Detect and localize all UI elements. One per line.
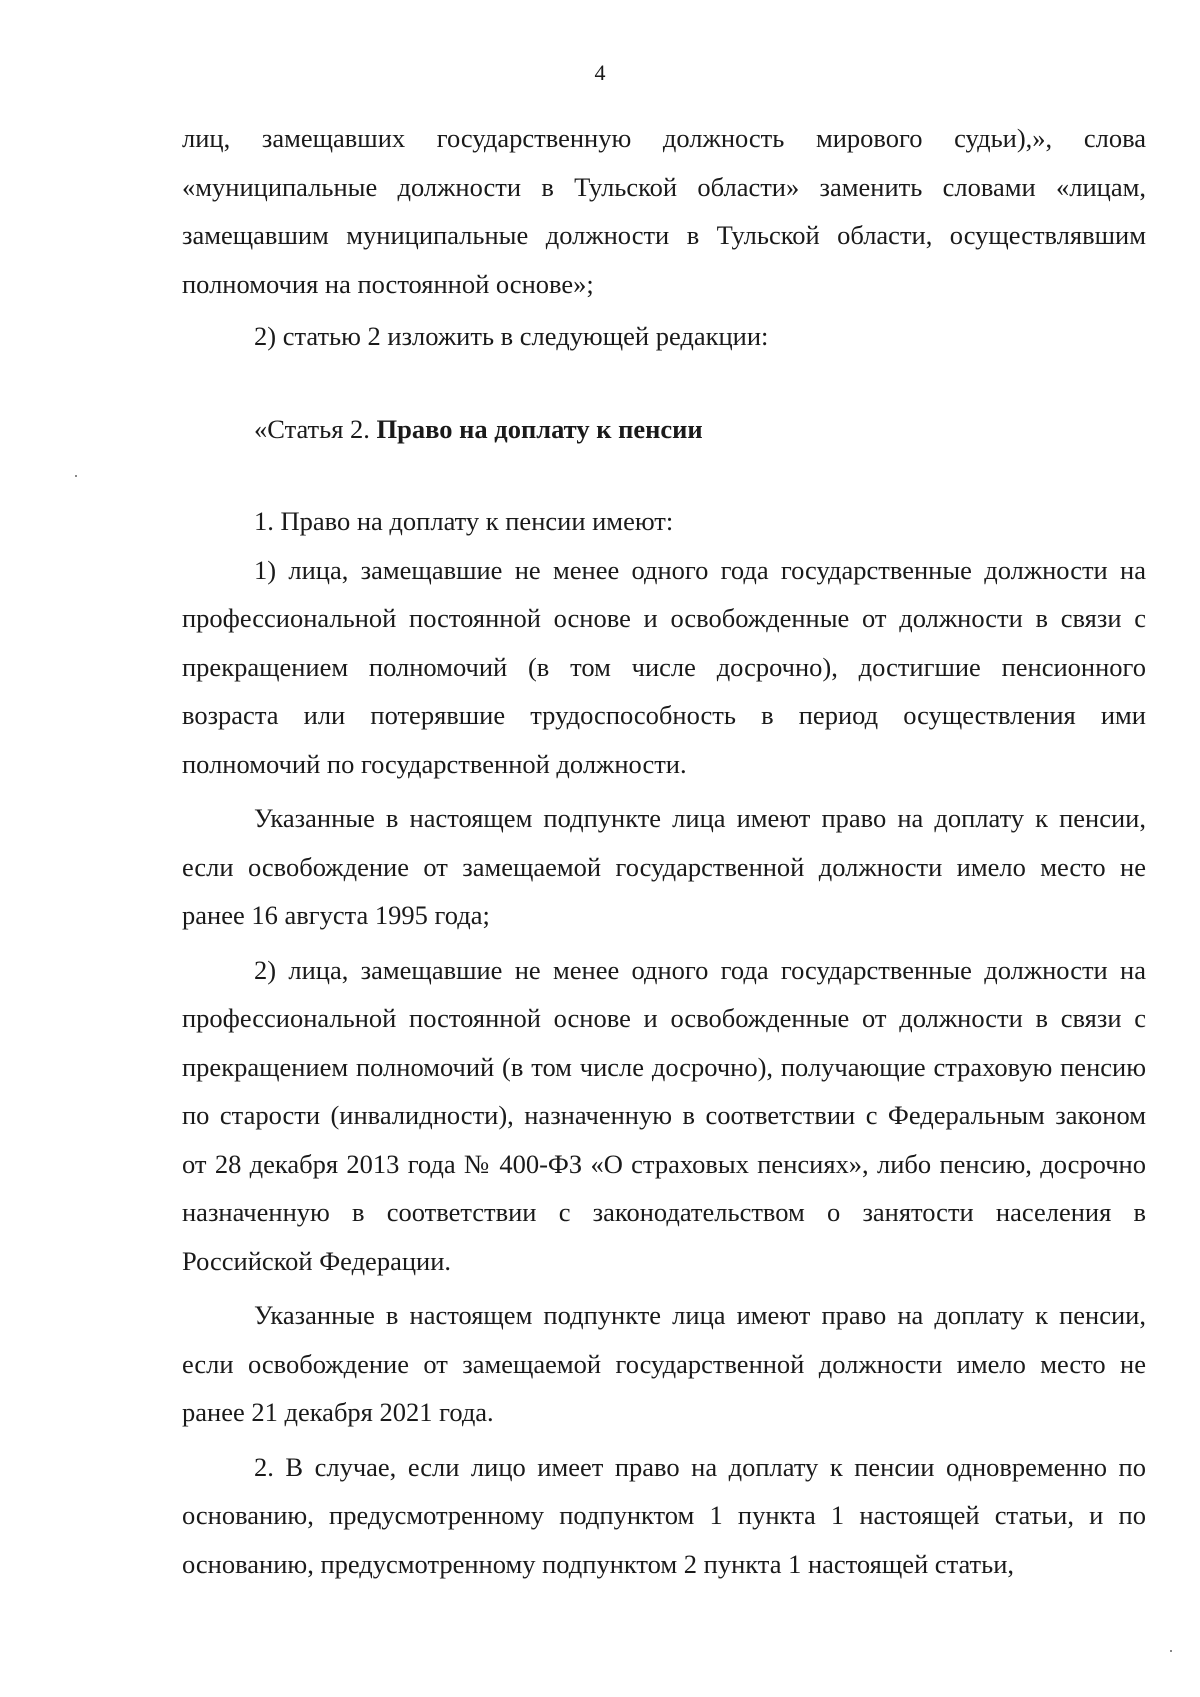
paragraph-subclause-1-note: Указанные в настоящем подпункте лица имеют право на доплату к пенсии, если освобождение от замещаемой государственной должности имело место не ранее 16 августа 1995 года;: [182, 803, 1146, 930]
paragraph-clause-1: 1. Право на доплату к пенсии имеют:: [254, 506, 674, 536]
paragraph-clause-2: 2. В случае, если лицо имеет право на доплату к пенсии одновременно по основанию, предусмотренному подпунктом 1 пункта 1 настоящей статьи, и по основанию, предусмотренному подпунктом 2 пункта 1 настоящей статьи,: [182, 1451, 1146, 1579]
article-heading: [182, 405, 1146, 454]
paragraph-subclause-2: 2) лица, замещавшие не менее одного года государственные должности на профессиональной постоянной основе и освобожденные от должности в связи с прекращением полномочий (в том числе досрочно), получающие страховую пенсию по старости (инвалидности), назначенную в соответствии с Федеральным законом от 28 декабря 2013 года № 400-ФЗ «О страховых пенсиях», либо пенсию, досрочно назначенную в соответствии с законодательством о занятости населения в Российской Федерации.: [182, 954, 1146, 1276]
paragraph-subclause-2-note: Указанные в настоящем подпункте лица имеют право на доплату к пенсии, если освобождение от замещаемой государственной должности имело место не ранее 21 декабря 2021 года.: [182, 1300, 1146, 1427]
article-heading-title: Право на доплату к пенсии: [376, 413, 703, 444]
article-heading-prefix: «Статья 2.: [254, 413, 377, 444]
paragraph-subclause-1: 1) лица, замещавшие не менее одного года государственные должности на профессиональной постоянной основе и освобожденные от должности в связи с прекращением полномочий (в том числе досрочно), достигшие пенсионного возраста или потерявшие трудоспособность в период осуществления ими полномочий по государственной должности.: [182, 554, 1146, 779]
paragraph-item-2: 2) статью 2 изложить в следующей редакции:: [254, 321, 769, 351]
scan-speck: [1170, 1650, 1172, 1652]
document-body: [182, 114, 1146, 1588]
paragraph-continuation: лиц, замещавших государственную должность мирового судьи),», слова «муниципальные должности в Тульской области» заменить словами «лицам, замещавшим муниципальные должности в Тульской области, осуществлявшим полномочия на постоянной основе»;: [182, 123, 1146, 299]
page-number: 4: [594, 60, 606, 85]
scan-speck: [75, 475, 77, 477]
